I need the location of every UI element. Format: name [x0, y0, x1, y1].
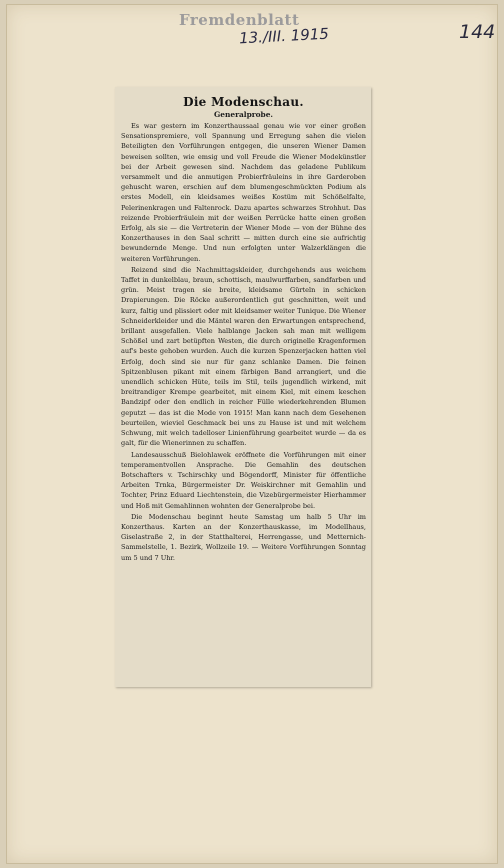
article-paragraph: Es war gestern im Konzerthaussaal genau wie vor einer großen Sensationspremiere, voll Spannung und Erregung sahen die vielen Beteiligten den Vorführungen entgegen, die unseren Wiener Damen beweisen sollten, wie emsig und voll Freude die Wiener Modekünstler bei der Arbeit gewesen sind. Nachdem das geladene Publikum versammelt und die anmutigen Probierfräuleins in ihre Garderoben gehuscht waren, erschien auf dem blumengeschmückten Podium als erstes Modell, ein kleidsames weißes Kostüm mit Schößelfalte, Pelerinenkragen und Faltenrock. Dazu apartes schwarzes Strohhut. Das reizende Probierfräulein mit der weißen Perrücke hatte einen großen Erfolg, als sie — die Vertreterin der Wiener Mode — von der Bühne des Konzerthauses in den Saal schritt — mitten durch eine sie aufrichtig bewundernde Menge. Und nun erfolgten unter Walzerklängen die weiteren Vorführungen.	[121, 122, 366, 263]
handwritten-page-number: 144	[459, 21, 496, 43]
blank-sheet-area	[7, 695, 497, 865]
archive-sheet	[6, 4, 498, 864]
newspaper-clipping	[115, 87, 371, 687]
newspaper-stamp: Fremdenblatt	[179, 11, 300, 29]
article-paragraph: Die Modenschau beginnt heute Samstag um halb 5 Uhr im Konzerthaus. Karten an der Konzerthauskasse, im Modellhaus, Giselastraße 2, in der Statthalterei, Herrengasse, und Metternich-Sammelstelle, 1. Bezirk, Wollzeile 19. — Weitere Vorführungen Sonntag um 5 und 7 Uhr.	[121, 512, 366, 562]
article-body	[121, 93, 366, 683]
article-paragraph: Landesausschuß Bielohlawek eröffnete die Vorführungen mit einer temperamentvollen Ansprache. Die Gemahlin des deutschen Botschafters v. Tschirschky und Bögendorff, Minister für öffentliche Arbeiten Trnka, Bürgermeister Dr. Weiskirchner mit Gemahlin und Tochter, Prinz Eduard Liechtenstein, die Vizebürgermeister Hierhammer und Hoß mit Gemahlinnen wohnten der Generalprobe bei.	[121, 450, 366, 510]
article-subtitle: Generalprobe.	[213, 110, 273, 119]
article-paragraph: Reizend sind die Nachmittagskleider, durchgehends aus weichem Taffet in dunkelblau, braun, schottisch, maulwurffarben, sandfarben und grün. Meist tragen sie breite, kleidsame Gürteln in schicken Drapierungen. Die Röcke außerordentlich gut geschnitten, weit und kurz, faltig und plissiert oder mit kleidsamer weiter Tunique. Die Wiener Schneiderkleider und die Mäntel waren den Erwartungen entsprechend, brillant ausgefallen. Viele halblange Jacken sah man mit welligem Schößel und zart betüpften Westen, die durch originelle Kragenformen auf's beste gehoben wurden. Auch die kurzen Spenzerjacken hatten viel Erfolg, doch sind sie nur für ganz schlanke Damen. Die feinen Spitzenblusen pikant mit einem färbigen Band arrangiert, und die unendlich schicken Hüte, teils im Stil, teils jugendlich wirkend, mit breitrandiger Krempe gearbeitet, mit einem Kiel, mit einem keschen Bandzipf oder den endlich in reicher Fülle wiederkehrenden Blumen geputzt — das ist die Mode von 1915! Man kann nach dem Gesehenen beurteilen, wieviel Geschmack bei uns zu Hause ist und mit welchem Schwung, mit welch tadelloser Linienführung gearbeitet wurde — da es galt, für die Wienerinnen zu schaffen.	[121, 265, 366, 448]
article-title: Die Modenschau.	[183, 95, 304, 109]
handwritten-date: 13./III. 1915	[238, 24, 330, 48]
